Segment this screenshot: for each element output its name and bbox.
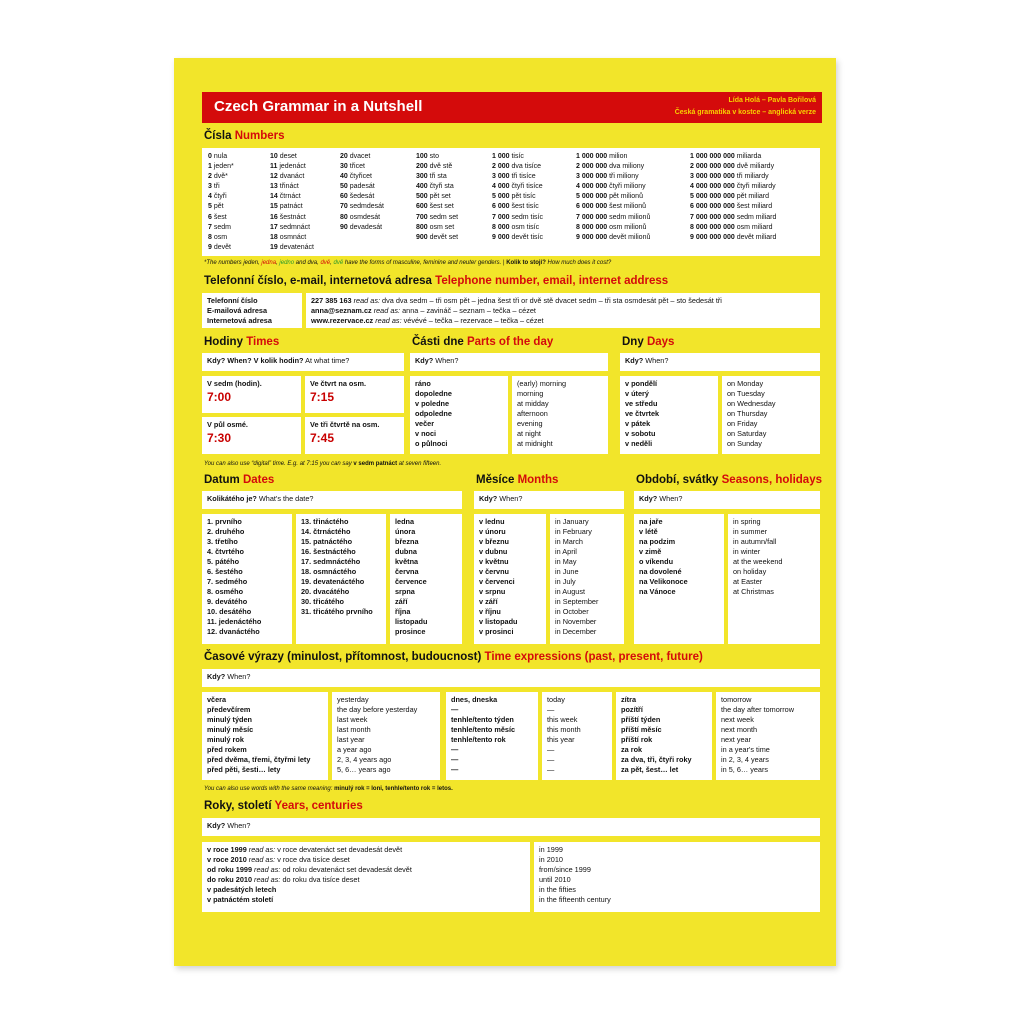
days-en-list: on Monday on Tuesday on Wednesday on Thursday on Friday on Saturday on Sunday <box>722 376 820 454</box>
time-expressions-note: You can also use words with the same meaning: minulý rok = loni, tenhle/tento rok = letos. <box>204 786 453 792</box>
years-heading: Roky, století Years, centuries <box>204 800 363 812</box>
authors: Lída Holá – Pavla Bořilová <box>728 97 816 104</box>
seasons-heading: Období, svátky Seasons, holidays <box>636 474 822 486</box>
times-question: Kdy? When? V kolik hodin? At what time? <box>202 353 404 371</box>
numbers-col-5: 1 000 tisíc 2 000 dva tisíce 3 000 tři tisíce 4 000 čtyři tisíce 5 000 pět tisíc 6 000 šest tisíc 7 000 sedm tisíc 8 000 osm tisíc 9 000 devět tisíc <box>492 153 543 241</box>
dates-months-genitive: ledna února března dubna května června července srpna září října listopadu prosince <box>390 514 462 644</box>
months-en-list: in January in February in March in April in May in June in July in August in September in October in November in December <box>550 514 624 644</box>
dates-ordinals-1: 1. prvního 2. druhého 3. třetího 4. čtvrtého 5. pátého 6. šestého 7. sedmého 8. osmého 9. devátého 10. desátého 11. jedenáctého 12. dvanáctého <box>202 514 292 644</box>
times-note: You can also use “digital” time. E.g. at 7:15 you can say v sedm patnáct at seven fifteen. <box>204 461 442 467</box>
time-expressions-question: Kdy? When? <box>202 669 820 687</box>
numbers-col-4: 100 sto 200 dvě stě 300 tři sta 400 čtyři sta 500 pět set 600 šest set 700 sedm set 800 osm set 900 devět set <box>416 153 459 241</box>
numbers-col-7: 1 000 000 000 miliarda 2 000 000 000 dvě miliardy 3 000 000 000 tři miliardy 4 000 000 000 čtyři miliardy 5 000 000 000 pět miliard 6 000 000 000 šest miliard 7 000 000 000 sedm miliard 8 000 000 000 osm miliard 9 000 000 000 devět miliard <box>690 153 777 241</box>
months-heading: Měsíce Months <box>476 474 559 486</box>
time-card: V půl osmé. 7:30 <box>202 417 301 454</box>
days-question: Kdy? When? <box>620 353 820 371</box>
numbers-col-6: 1 000 000 milion 2 000 000 dva miliony 3 000 000 tři miliony 4 000 000 čtyři miliony 5 000 000 pět milionů 6 000 000 šest milionů 7 000 000 sedm milionů 8 000 000 osm milionů 9 000 000 devět milionů <box>576 153 651 241</box>
parts-cz-list: ráno dopoledne v poledne odpoledne večer v noci o půlnoci <box>410 376 508 454</box>
parts-question: Kdy? When? <box>410 353 608 371</box>
past-en-list: yesterday the day before yesterday last week last month last year a year ago 2, 3, 4 years ago 5, 6… years ago <box>332 692 440 780</box>
subtitle: Česká gramatika v kostce – anglická verze <box>674 109 816 116</box>
numbers-col-2: 10 deset 11 jedenáct 12 dvanáct 13 třináct 14 čtrnáct 15 patnáct 16 šestnáct 17 sedmnáct 18 osmnáct 19 devatenáct <box>270 153 314 251</box>
dates-ordinals-2: 13. třináctého 14. čtrnáctého 15. patnáctého 16. šestnáctého 17. sedmnáctého 18. osmnáctého 19. devatenáctého 20. dvacátého 30. třicátého 31. třicátého prvního <box>296 514 386 644</box>
numbers-col-1: 0 nula 1 jeden* 2 dvě* 3 tři 4 čtyři 5 pět 6 šest 7 sedm 8 osm 9 devět <box>208 153 234 251</box>
seasons-en-list: in spring in summer in autumn/fall in winter at the weekend on holiday at Easter at Christmas <box>728 514 820 644</box>
dates-heading: Datum Dates <box>204 474 275 486</box>
months-question: Kdy? When? <box>474 491 624 509</box>
years-question: Kdy? When? <box>202 818 820 836</box>
poster-title: Czech Grammar in a Nutshell <box>214 98 423 115</box>
time-card: Ve čtvrt na osm. 7:15 <box>305 376 404 413</box>
numbers-heading: Čísla Numbers <box>204 130 285 142</box>
parts-of-day-heading: Části dne Parts of the day <box>412 336 554 348</box>
years-en-list: in 1999 in 2010 from/since 1999 until 2010 in the fifties in the fifteenth century <box>534 842 820 912</box>
numbers-col-3: 20 dvacet 30 třicet 40 čtyřicet 50 padesát 60 šedesát 70 sedmdesát 80 osmdesát 90 devadesát <box>340 153 384 231</box>
time-card: V sedm (hodin). 7:00 <box>202 376 301 413</box>
telephone-labels: Telefonní číslo E-mailová adresa Internetová adresa <box>202 293 302 328</box>
poster-sheet <box>174 58 836 966</box>
time-expressions-heading: Časové výrazy (minulost, přítomnost, budoucnost) Time expressions (past, present, future) <box>204 651 703 663</box>
telephone-values: 227 385 163 read as: dva dva sedm – tři osm pět – jedna šest tři or dvě stě dvacet sedm – tři sta osmdesát pět – sto šedesát tři anna@seznam.cz read as: anna – zavináč – seznam – tečka – cézet www.rezervace.cz read as: vévévé – tečka – rezervace – tečka – cézet <box>306 293 820 328</box>
months-cz-list: v lednu v únoru v březnu v dubnu v květnu v červnu v červenci v srpnu v září v říjnu v listopadu v prosinci <box>474 514 546 644</box>
parts-en-list: (early) morning morning at midday afternoon evening at night at midnight <box>512 376 608 454</box>
times-heading: Hodiny Times <box>204 336 280 348</box>
days-cz-list: v pondělí v úterý ve středu ve čtvrtek v pátek v sobotu v neděli <box>620 376 718 454</box>
days-heading: Dny Days <box>622 336 675 348</box>
numbers-note: *The numbers jeden, jedna, jedno and dva, dvě, dvě have the forms of masculine, feminine and neuter genders. | Kolik to stojí? How much does it cost? <box>204 260 612 266</box>
seasons-question: Kdy? When? <box>634 491 820 509</box>
telephone-heading: Telefonní číslo, e-mail, internetová adresa Telephone number, email, internet address <box>204 275 669 287</box>
years-cz-list: v roce 1999 read as: v roce devatenáct set devadesát devět v roce 2010 read as: v roce dva tisíce deset od roku 1999 read as: od roku devatenáct set devadesát devět do roku 2010 read as: do roku dva tisíce deset v padesátých letech v patnáctém století <box>202 842 530 912</box>
seasons-cz-list: na jaře v létě na podzim v zimě o víkendu na dovolené na Velikonoce na Vánoce <box>634 514 724 644</box>
past-cz-list: včera předevčírem minulý týden minulý měsíc minulý rok před rokem před dvěma, třemi, čtyřmi lety před pěti, šesti… lety <box>202 692 328 780</box>
time-card: Ve tři čtvrtě na osm. 7:45 <box>305 417 404 454</box>
future-cz-list: zítra pozítří příští týden příští měsíc příští rok za rok za dva, tři, čtyři roky za pět, šest… let <box>616 692 712 780</box>
title-banner <box>202 92 822 123</box>
future-en-list: tomorrow the day after tomorrow next week next month next year in a year's time in 2, 3, 4 years in 5, 6… years <box>716 692 820 780</box>
present-en-list: today — this week this month this year — — — <box>542 692 612 780</box>
present-cz-list: dnes, dneska — tenhle/tento týden tenhle/tento měsíc tenhle/tento rok — — — <box>446 692 538 780</box>
dates-question: Kolikátého je? What's the date? <box>202 491 462 509</box>
